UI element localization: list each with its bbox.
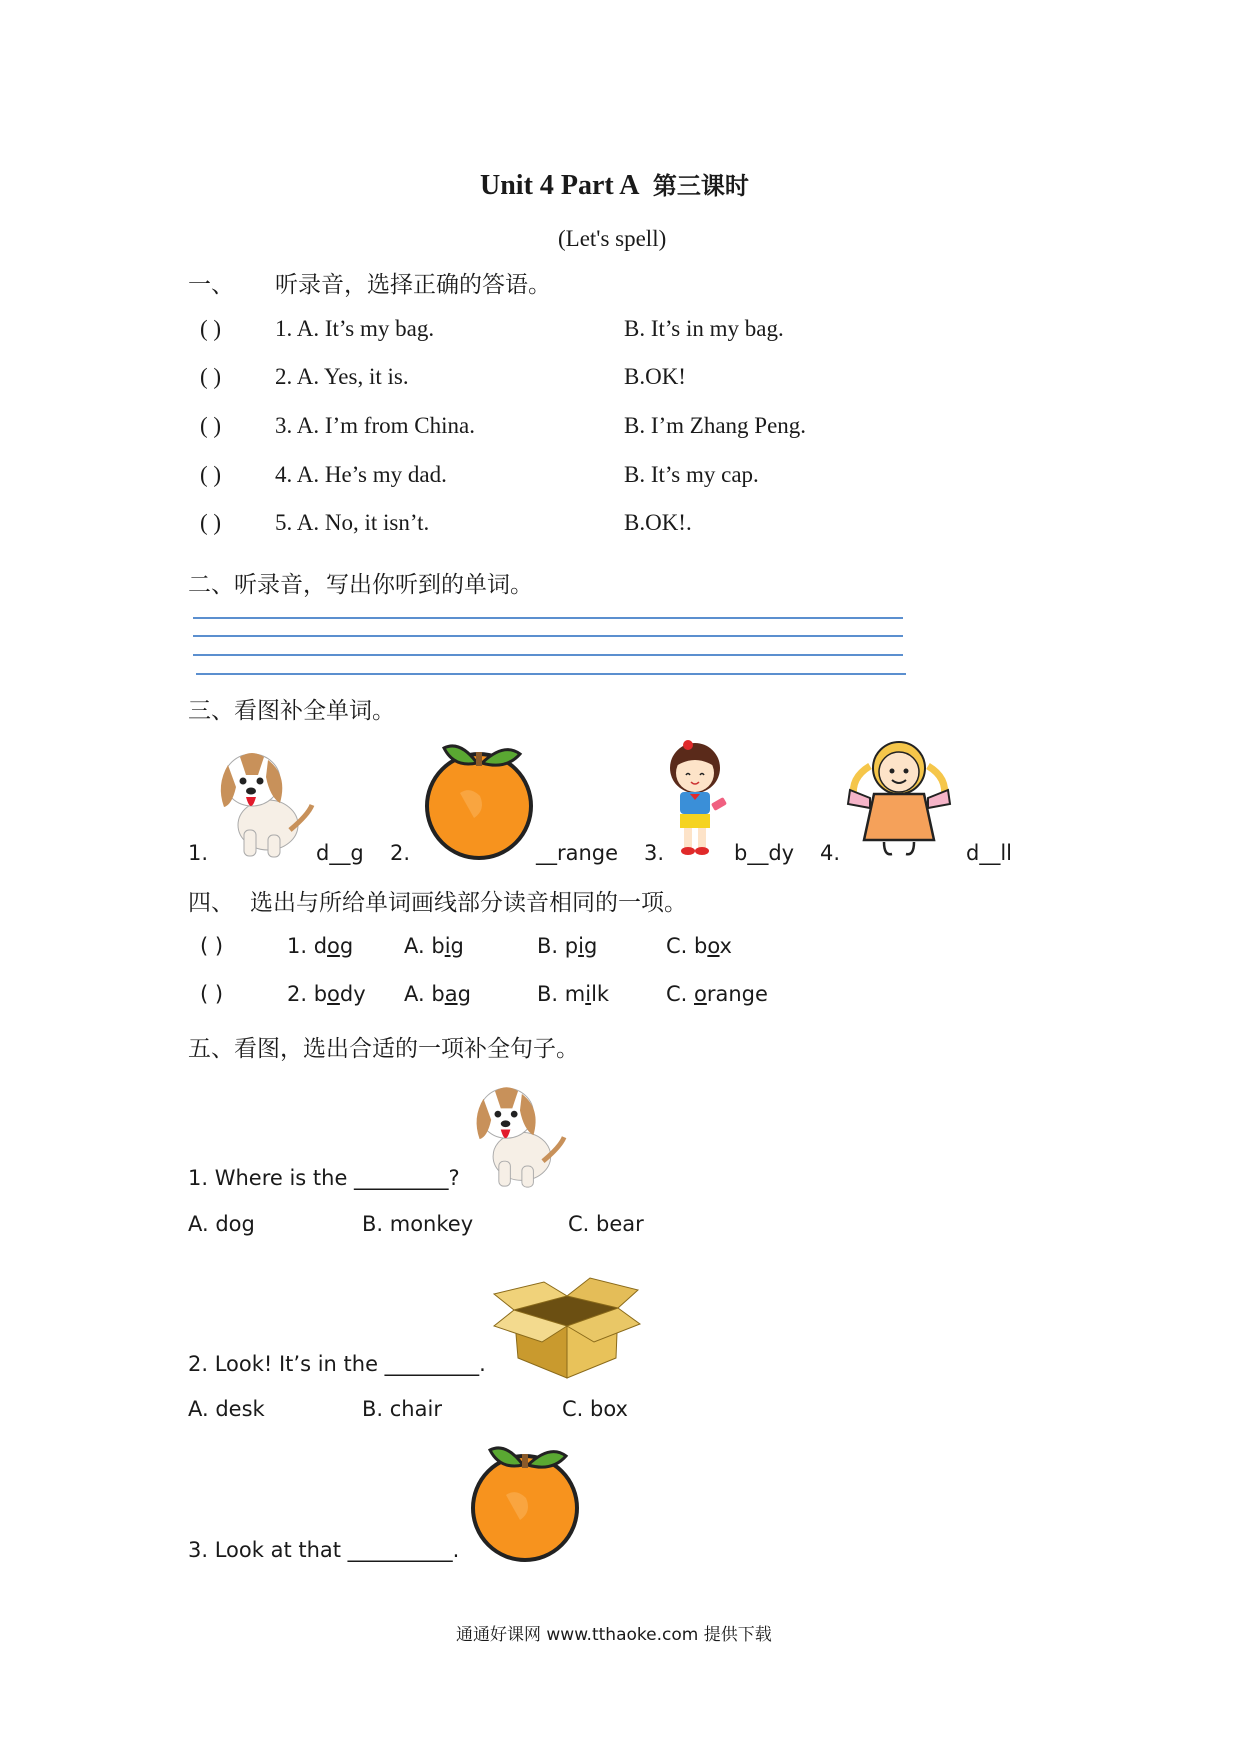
- page-subtitle: (Let's spell): [558, 226, 667, 251]
- s4-option-b-2: B. milk: [537, 982, 610, 1006]
- s1-option-b-5: B.OK!.: [624, 510, 692, 535]
- s5-q1-text: 1. Where is the _________?: [188, 1166, 460, 1190]
- writing-line-1[interactable]: [193, 617, 903, 619]
- dog-image: [210, 735, 320, 860]
- s3-num-1: 1.: [188, 841, 209, 865]
- s3-word-2[interactable]: __range: [536, 841, 619, 865]
- s4-question-2: 2. body: [287, 982, 366, 1006]
- s3-num-3: 3.: [644, 841, 665, 865]
- s5-q1-option-b[interactable]: B. monkey: [362, 1212, 474, 1236]
- s3-word-1[interactable]: d__g: [316, 841, 364, 865]
- s1-option-b-2: B.OK!: [624, 364, 686, 389]
- s1-option-b-1: B. It’s in my bag.: [624, 316, 784, 341]
- s5-q2-option-b[interactable]: B. chair: [362, 1397, 442, 1421]
- s3-num-4: 4.: [820, 841, 841, 865]
- s1-paren-4[interactable]: ( ): [200, 462, 222, 487]
- section1-heading: 听录音，选择正确的答语。: [275, 272, 551, 298]
- s4-paren-2[interactable]: ( ): [200, 982, 224, 1006]
- section4-number: 四、: [188, 890, 234, 916]
- s1-paren-2[interactable]: ( ): [200, 364, 222, 389]
- q1-dog-image: [466, 1070, 572, 1190]
- writing-line-3[interactable]: [193, 654, 903, 656]
- doll-image: [840, 738, 960, 860]
- s3-word-4[interactable]: d__ll: [966, 841, 1012, 865]
- q3-orange-image: [466, 1440, 584, 1560]
- s5-q2-text: 2. Look! It’s in the _________.: [188, 1352, 486, 1376]
- title-main: Unit 4 Part A: [480, 170, 638, 201]
- s3-word-3[interactable]: b__dy: [734, 841, 795, 865]
- page-footer: 通通好课网 www.tthaoke.com 提供下载: [456, 1625, 772, 1645]
- girl-image: [660, 740, 730, 860]
- s1-option-b-4: B. It’s my cap.: [624, 462, 759, 487]
- s5-q2-option-a[interactable]: A. desk: [188, 1397, 265, 1421]
- s4-question-1: 1. dog: [287, 934, 354, 958]
- s4-option-b-1: B. pig: [537, 934, 598, 958]
- title-cn: 第三课时: [652, 172, 749, 200]
- s5-q3-text: 3. Look at that __________.: [188, 1538, 460, 1562]
- s5-q1-option-a[interactable]: A. dog: [188, 1212, 255, 1236]
- s1-paren-5[interactable]: ( ): [200, 510, 222, 535]
- s1-paren-3[interactable]: ( ): [200, 413, 222, 438]
- box-image: [494, 1270, 640, 1380]
- s5-q2-option-c[interactable]: C. box: [562, 1397, 628, 1421]
- s4-paren-1[interactable]: ( ): [200, 934, 224, 958]
- s5-q1-option-c[interactable]: C. bear: [568, 1212, 644, 1236]
- section5-heading: 五、看图，选出合适的一项补全句子。: [188, 1036, 579, 1062]
- orange-image: [420, 738, 538, 858]
- writing-line-2[interactable]: [193, 635, 903, 637]
- s4-option-c-1: C. box: [666, 934, 732, 958]
- s1-option-a-5: 5. A. No, it isn’t.: [275, 510, 430, 535]
- s1-paren-1[interactable]: ( ): [200, 316, 222, 341]
- page-title: [480, 166, 749, 202]
- s1-option-a-3: 3. A. I’m from China.: [275, 413, 475, 438]
- s1-option-a-2: 2. A. Yes, it is.: [275, 364, 409, 389]
- section1-number: 一、: [188, 272, 234, 298]
- writing-line-4[interactable]: [196, 673, 906, 675]
- section4-heading: 选出与所给单词画线部分读音相同的一项。: [250, 890, 687, 916]
- s4-option-a-1: A. big: [404, 934, 464, 958]
- s1-option-a-1: 1. A. It’s my bag.: [275, 316, 435, 341]
- section3-heading: 三、看图补全单词。: [188, 698, 395, 724]
- s1-option-b-3: B. I’m Zhang Peng.: [624, 413, 807, 438]
- s1-option-a-4: 4. A. He’s my dad.: [275, 462, 447, 487]
- section2-heading: 二、听录音，写出你听到的单词。: [188, 572, 533, 598]
- s4-option-c-2: C. orange: [666, 982, 768, 1006]
- s4-option-a-2: A. bag: [404, 982, 471, 1006]
- s3-num-2: 2.: [390, 841, 411, 865]
